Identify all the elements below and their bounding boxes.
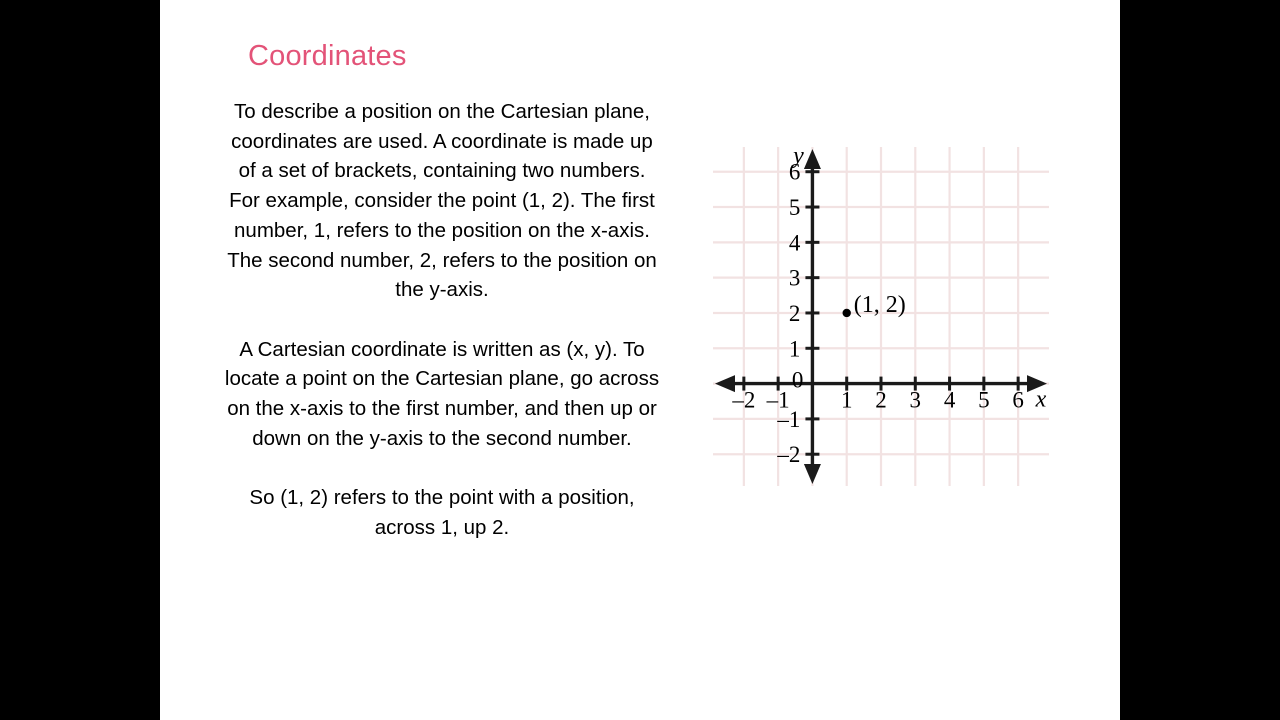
y-tick-label: 5 bbox=[788, 195, 801, 221]
slide-content bbox=[160, 0, 1120, 720]
x-tick-label: –1 bbox=[766, 387, 790, 413]
data-point[interactable] bbox=[843, 309, 851, 317]
y-tick-label: 1 bbox=[788, 336, 801, 362]
body-paragraph-1: To describe a position on the Cartesian plane, coordinates are used. A coordinate is made up of a set of brackets, containing two numbers. For example, consider the point (1, 2). The first number, 1, refers to the position on the x-axis. The second number, 2, refers to the position on the y-axis. bbox=[227, 100, 657, 302]
axis-name-labels bbox=[788, 147, 1047, 413]
x-tick-label: 6 bbox=[1012, 387, 1024, 413]
paragraph-spacer bbox=[222, 453, 662, 483]
x-axis-label: x bbox=[1035, 386, 1047, 413]
y-tick-label: 3 bbox=[788, 265, 801, 291]
x-tick-label: 4 bbox=[943, 387, 956, 413]
y-tick-label: –1 bbox=[777, 406, 801, 432]
x-tick-label: 2 bbox=[875, 387, 887, 413]
x-tick-label: 1 bbox=[840, 387, 853, 413]
body-paragraph-3: So (1, 2) refers to the point with a position, across 1, up 2. bbox=[249, 486, 635, 539]
data-point-label: (1, 2) bbox=[853, 291, 906, 318]
letterbox-bar-left bbox=[0, 0, 160, 720]
cartesian-plane-graph bbox=[713, 147, 1049, 486]
x-tick-label: 3 bbox=[909, 387, 922, 413]
cartesian-plane-svg bbox=[713, 147, 1049, 486]
body-text-column bbox=[222, 97, 662, 543]
page-title: Coordinates bbox=[248, 40, 407, 72]
x-tick-label-origin: 0 bbox=[791, 367, 804, 393]
y-tick-label: 6 bbox=[788, 159, 801, 185]
body-paragraph-2: A Cartesian coordinate is written as (x, y). To locate a point on the Cartesian plane, go across on the x-axis to the first number, and then up or down on the y-axis to the second number. bbox=[224, 337, 660, 450]
y-axis-arrow-down bbox=[804, 464, 821, 484]
y-tick-label: 4 bbox=[788, 230, 801, 256]
y-tick-label: –2 bbox=[777, 442, 801, 468]
letterbox-bar-right bbox=[1120, 0, 1280, 720]
y-axis-arrow-up bbox=[804, 149, 821, 169]
paragraph-spacer bbox=[222, 305, 662, 335]
plotted-points bbox=[843, 292, 906, 318]
y-axis-label: y bbox=[793, 147, 804, 169]
x-tick-label: 5 bbox=[978, 387, 990, 413]
y-tick-label: 2 bbox=[788, 300, 801, 326]
x-tick-label: –2 bbox=[732, 387, 756, 413]
